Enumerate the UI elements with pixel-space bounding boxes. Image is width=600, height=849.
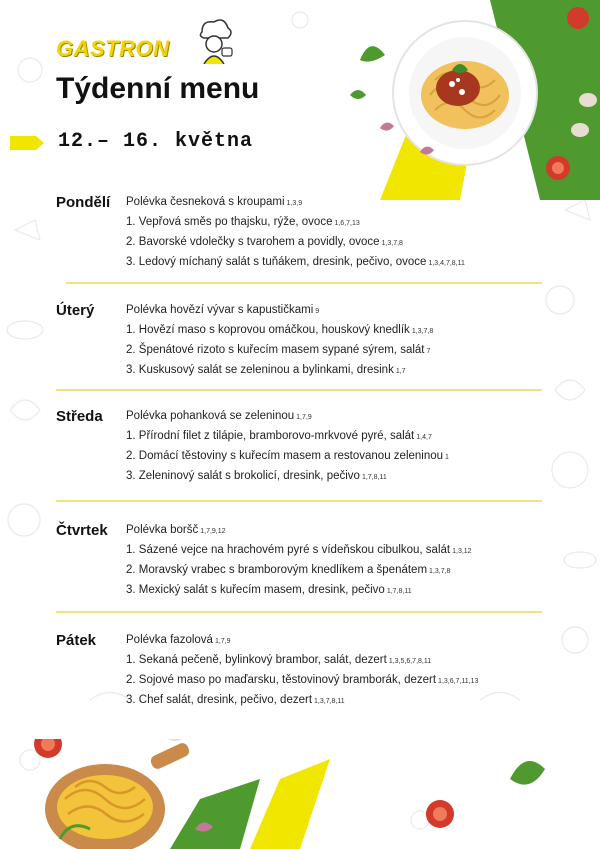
day-name: Středa <box>56 408 103 425</box>
allergens: 1,3,7,8 <box>381 240 403 247</box>
allergens: 1,3,12 <box>452 548 472 555</box>
day-name: Pondělí <box>56 194 111 211</box>
chef-icon <box>192 18 236 64</box>
allergens: 1,7,8,11 <box>386 588 412 595</box>
allergens: 7 <box>426 348 431 355</box>
soup-item: Polévka fazolová 1,7,9 <box>126 634 231 646</box>
allergens: 1,3,7,8 <box>429 568 451 575</box>
allergens: 1,3,7,8,11 <box>314 698 345 705</box>
soup-item: Polévka boršč 1,7,9,12 <box>126 524 226 536</box>
allergens: 1,3,5,6,7,8,11 <box>388 658 432 665</box>
meal-item: 3. Chef salát, dresink, pečivo, dezert 1,3,7,8,11 <box>126 694 345 706</box>
meal-item: 1. Přírodní filet z tilápie, bramborovo-mrkvové pyré, salát 1,4,7 <box>126 430 432 442</box>
allergens: 1,3,4,7,8,11 <box>428 260 465 267</box>
allergens: 1,7 <box>395 368 406 375</box>
day-name: Úterý <box>56 302 95 319</box>
green-stripe-shape <box>170 779 260 849</box>
allergens: 1,3,7,8 <box>411 328 434 335</box>
meal-item: 2. Bavorské vdolečky s tvarohem a povidly, ovoce 1,3,7,8 <box>126 236 403 248</box>
allergens: 1 <box>445 454 449 461</box>
tagliatelle-decoration <box>0 739 600 849</box>
allergens: 1,4,7 <box>416 434 432 441</box>
allergens: 1,7,9 <box>214 638 231 645</box>
divider <box>56 611 542 613</box>
meal-item: 2. Moravský vrabec s bramborovým knedlíkem a špenátem 1,3,7,8 <box>126 564 451 576</box>
bolognese-sauce-icon <box>436 70 480 106</box>
basil-leaf-icon <box>510 761 545 785</box>
soup-item: Polévka hovězí vývar s kapustičkami 9 <box>126 304 320 316</box>
yellow-arrow-icon <box>10 136 44 150</box>
meal-item: 2. Špenátové rizoto s kuřecím masem sypané sýrem, salát 7 <box>126 344 431 356</box>
allergens: 1,6,7,13 <box>334 220 360 227</box>
allergens: 9 <box>315 308 320 315</box>
yellow-stripe-shape <box>250 759 330 849</box>
allergens: 1,3,6,7,11,13 <box>438 678 479 685</box>
meal-item: 1. Sekaná pečeně, bylinkový brambor, salát, dezert 1,3,5,6,7,8,11 <box>126 654 432 666</box>
day-name: Pátek <box>56 632 97 649</box>
meal-item: 1. Sázené vejce na hrachovém pyré s vídeňskou cibulkou, salát 1,3,12 <box>126 544 472 556</box>
date-range: 12.– 16. května <box>58 130 254 153</box>
meal-item: 2. Domácí těstoviny s kuřecím masem a restovanou zeleninou 1 <box>126 450 449 462</box>
divider <box>56 500 542 502</box>
tomato-icon <box>567 7 589 29</box>
spaghetti-plate-decoration <box>340 0 600 200</box>
day-name: Čtvrtek <box>56 522 108 539</box>
herb-leaf-icon <box>360 46 385 62</box>
meal-item: 1. Vepřová směs po thajsku, rýže, ovoce 1,6,7,13 <box>126 216 360 228</box>
tagliatelle-icon <box>57 775 153 839</box>
soup-item: Polévka česneková s kroupami 1,3,9 <box>126 196 303 208</box>
divider <box>66 282 542 284</box>
mushroom-icon <box>165 739 185 741</box>
meal-item: 1. Hovězí maso s koprovou omáčkou, houskový knedlík 1,3,7,8 <box>126 324 434 336</box>
meal-item: 3. Zeleninový salát s brokolicí, dresink, pečivo 1,7,8,11 <box>126 470 387 482</box>
allergens: 1,3,9 <box>286 200 303 207</box>
meal-item: 3. Mexický salát s kuřecím masem, dresink, pečivo 1,7,8,11 <box>126 584 412 596</box>
meal-item: 2. Sojové maso po maďarsku, těstovinový bramborák, dezert 1,3,6,7,11,13 <box>126 674 479 686</box>
allergens: 1,7,9 <box>296 414 312 421</box>
page-title: Týdenní menu <box>56 72 260 105</box>
mushroom-icon <box>579 93 597 107</box>
meal-item: 3. Ledový míchaný salát s tuňákem, dresink, pečivo, ovoce 1,3,4,7,8,11 <box>126 256 465 268</box>
allergens: 1,7,9,12 <box>200 528 226 535</box>
meal-item: 3. Kuskusový salát se zeleninou a bylinkami, dresink 1,7 <box>126 364 406 376</box>
soup-item: Polévka pohanková se zeleninou 1,7,9 <box>126 410 312 422</box>
divider <box>56 389 542 391</box>
allergens: 1,7,8,11 <box>361 474 387 481</box>
gastron-logo: GASTRON <box>56 36 170 61</box>
